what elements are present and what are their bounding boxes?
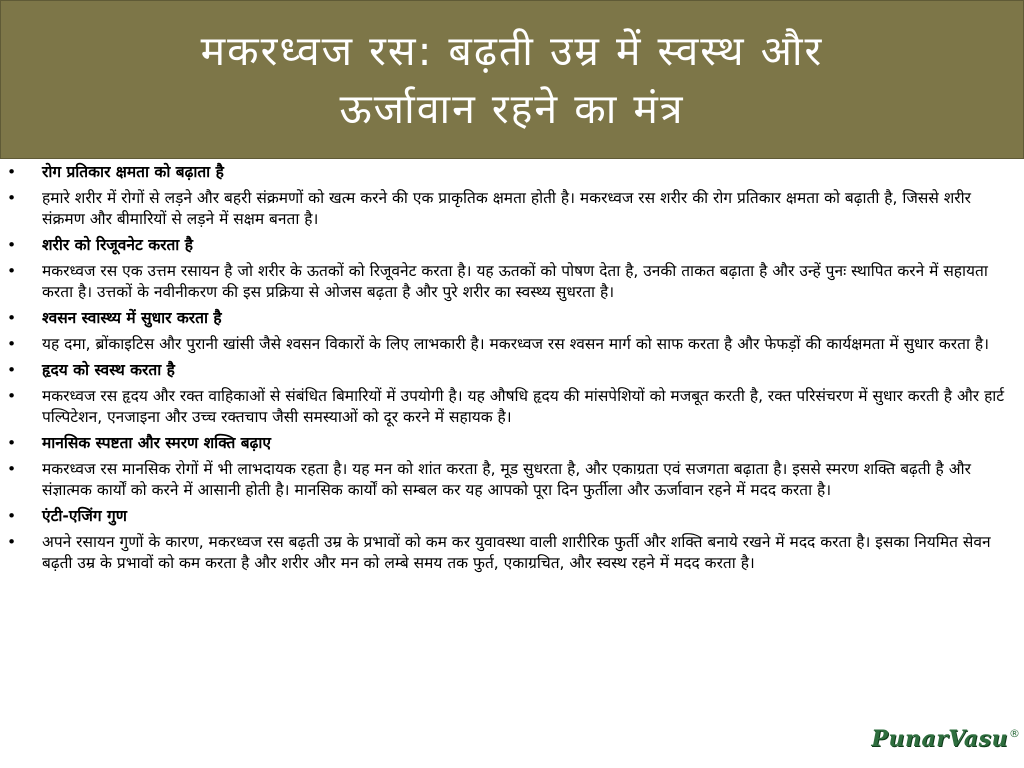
- slide-title-line-2: ऊर्जावान रहने का मंत्र: [339, 84, 685, 133]
- bullet-body-text: हमारे शरीर में रोगों से लड़ने और बहरी संक्रमणों को खत्म करने की एक प्राकृतिक क्षमता होती है। मकरध्वज रस शरीर की रोग प्रतिकार क्षमता को बढ़ाती है, जिससे शरीर संक्रमण और बीमारियों से लड़ने में सक्षम बनता है।: [42, 189, 971, 228]
- bullet-icon: •: [7, 460, 17, 478]
- bullet-body-text: यह दमा, ब्रोंकाइटिस और पुरानी खांसी जैसे श्वसन विकारों के लिए लाभकारी है। मकरध्वज रस श्वसन मार्ग को साफ करता है और फेफड़ों की कार्यक्षमता में सुधार करता है।: [42, 335, 989, 353]
- bullet-list: [0, 162, 1014, 579]
- bullet-icon: •: [7, 189, 17, 207]
- bullet-heading-respiratory: [0, 308, 1014, 329]
- bullet-heading-text: एंटी-एजिंग गुण: [42, 507, 127, 525]
- bullet-body-text: मकरध्वज रस एक उत्तम रसायन है जो शरीर के ऊतकों को रिजूवनेट करता है। यह ऊतकों को पोषण देता है, उनकी ताकत बढ़ाता है और उन्हें पुनः स्थापित करने में सहायता करता है। उत्तकों के नवीनीकरण की इस प्रक्रिया से ओजस बढ़ता है और पुरे शरीर का स्वस्थ्य सुधरता है।: [42, 262, 988, 301]
- registered-mark: ®: [1009, 727, 1020, 740]
- bullet-heading-heart: [0, 360, 1014, 381]
- bullet-heading-antiaging: [0, 506, 1014, 527]
- bullet-body-antiaging: [0, 532, 1014, 574]
- bullet-icon: •: [7, 507, 17, 525]
- bullet-heading-text: श्वसन स्वास्थ्य में सुधार करता है: [42, 309, 222, 327]
- bullet-body-text: अपने रसायन गुणों के कारण, मकरध्वज रस बढ़ती उम्र के प्रभावों को कम कर युवावस्था वाली शारीरिक फुर्ती और शक्ति बनाये रखने में मदद करता है। इसका नियमित सेवन बढ़ती उम्र के प्रभावों को कम करता है और शरीर और मन को लम्बे समय तक फुर्त, एकाग्रचित, और स्वस्थ रहने में मदद करता है।: [42, 533, 991, 572]
- bullet-icon: •: [7, 236, 17, 254]
- bullet-icon: •: [7, 163, 17, 181]
- slide-title: [191, 22, 834, 138]
- bullet-icon: •: [7, 434, 17, 452]
- bullet-heading-mental: [0, 433, 1014, 454]
- title-band: [0, 0, 1024, 159]
- punarvasu-logo: [871, 726, 1020, 752]
- bullet-body-text: मकरध्वज रस मानसिक रोगों में भी लाभदायक रहता है। यह मन को शांत करता है, मूड सुधरता है, और एकाग्रता एवं सजगता बढ़ाता है। इससे स्मरण शक्ति बढ़ती है और संज्ञात्मक कार्यों को करने में आसानी होती है। मानसिक कार्यों को सम्बल कर यह आपको पूरा दिन फुर्तीला और ऊर्जावान रहने में मदद करता है।: [42, 460, 971, 499]
- bullet-heading-text: हृदय को स्वस्थ करता है: [42, 361, 175, 379]
- bullet-icon: •: [7, 309, 17, 327]
- slide-title-line-1: मकरध्वज रस: बढ़ती उम्र में स्वस्थ और: [200, 26, 824, 75]
- bullet-body-heart: [0, 386, 1014, 428]
- bullet-heading-rejuvenate: [0, 235, 1014, 256]
- logo-wordmark: PunarVasu: [871, 726, 1008, 752]
- bullet-icon: •: [7, 335, 17, 353]
- bullet-icon: •: [7, 533, 17, 551]
- bullet-heading-text: रोग प्रतिकार क्षमता को बढ़ाता है: [42, 163, 224, 181]
- bullet-heading-text: शरीर को रिजूवनेट करता है: [42, 236, 193, 254]
- bullet-body-rejuvenate: [0, 261, 1014, 303]
- bullet-body-text: मकरध्वज रस हृदय और रक्त वाहिकाओं से संबंधित बिमारियों में उपयोगी है। यह औषधि हृदय की मांसपेशियों को मजबूत करती है, रक्त परिसंचरण में सुधार करती है और हार्ट पल्पिटेशन, एनजाइना और उच्च रक्तचाप जैसी समस्याओं को दूर करने में सहायक है।: [42, 387, 1005, 426]
- bullet-heading-text: मानसिक स्पष्टता और स्मरण शक्ति बढ़ाए: [42, 434, 271, 452]
- bullet-body-mental: [0, 459, 1014, 501]
- bullet-body-respiratory: [0, 334, 1014, 355]
- bullet-icon: •: [7, 262, 17, 280]
- bullet-icon: •: [7, 361, 17, 379]
- bullet-icon: •: [7, 387, 17, 405]
- bullet-heading-immunity: [0, 162, 1014, 183]
- bullet-body-immunity: [0, 188, 1014, 230]
